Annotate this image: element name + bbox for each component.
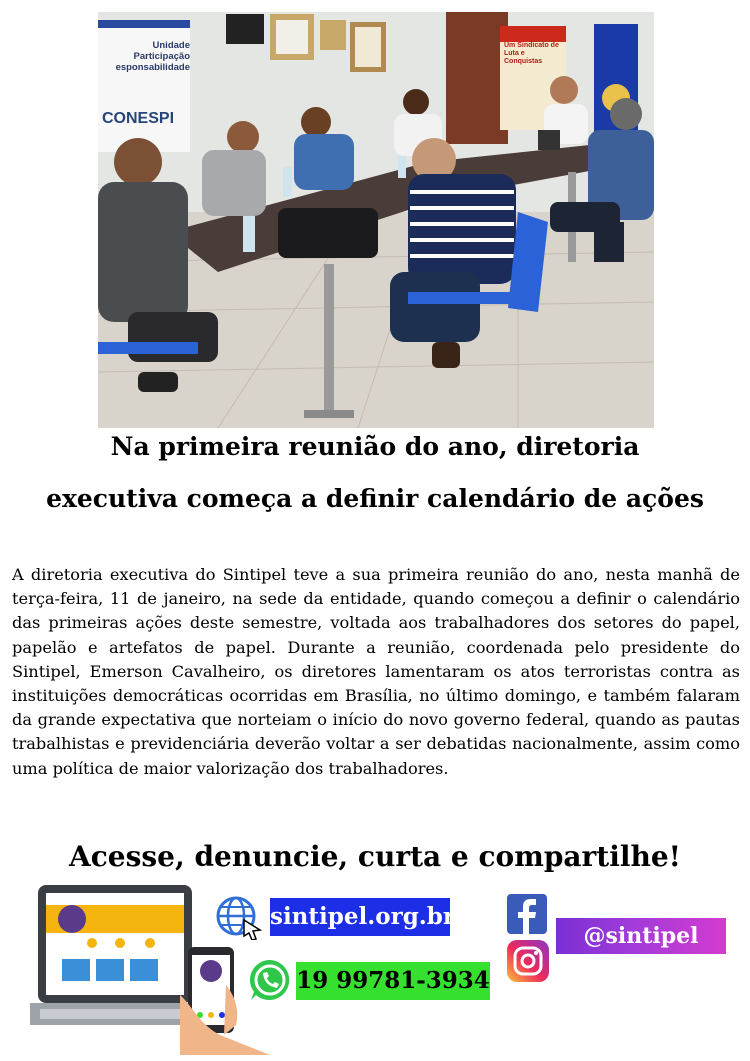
article-body: A diretoria executiva do Sintipel teve a sua primeira reunião do ano, nesta manhã de terça-feira, 11 de janeiro, na sede da entidade, quando começou a definir o calendário das primeiras ações deste semestre, voltada aos trabalhadores dos setores do papel, papelão e artefatos de papel. Durante a reunião, coordenada pelo presidente do Sintipel, Emerson Cavalheiro, os diretores lamentaram os atos terroristas contra as instituições democráticas ocorridas em Brasília, no último domingo, e também falaram da grande expectativa que norteiam o início do novo governo federal, quando as pautas trabalhistas e previdenciária deverão voltar a ser debatidas nacionalmente, assim como uma política de maior valorização dos trabalhadores. — [12, 565, 740, 778]
headline-line-2: executiva começa a definir calendário de ações — [46, 484, 704, 513]
whatsapp-icon — [248, 958, 292, 1002]
laptop-phone-illustration — [30, 885, 240, 1055]
meeting-photo — [98, 12, 654, 428]
globe-icon — [216, 896, 262, 940]
banner-line: Unidade — [152, 40, 190, 51]
conespi-logo: CONESPI — [102, 110, 175, 127]
instagram-icon[interactable] — [507, 940, 549, 982]
social-handle[interactable]: @sintipel — [556, 918, 726, 954]
banner-right-title: Um Sindicato de Luta e Conquistas — [504, 42, 559, 65]
website-link[interactable]: sintipel.org.br — [270, 898, 450, 936]
banner-line: esponsabilidade — [115, 62, 190, 73]
call-to-action: Acesse, denuncie, curta e compartilhe! — [69, 840, 681, 873]
banner-line: Participação — [133, 51, 190, 62]
whatsapp-number[interactable]: 19 99781-3934 — [296, 962, 490, 1000]
banner-left-text — [102, 40, 190, 73]
headline-line-1: Na primeira reunião do ano, diretoria — [110, 432, 640, 461]
facebook-icon[interactable] — [507, 894, 547, 934]
